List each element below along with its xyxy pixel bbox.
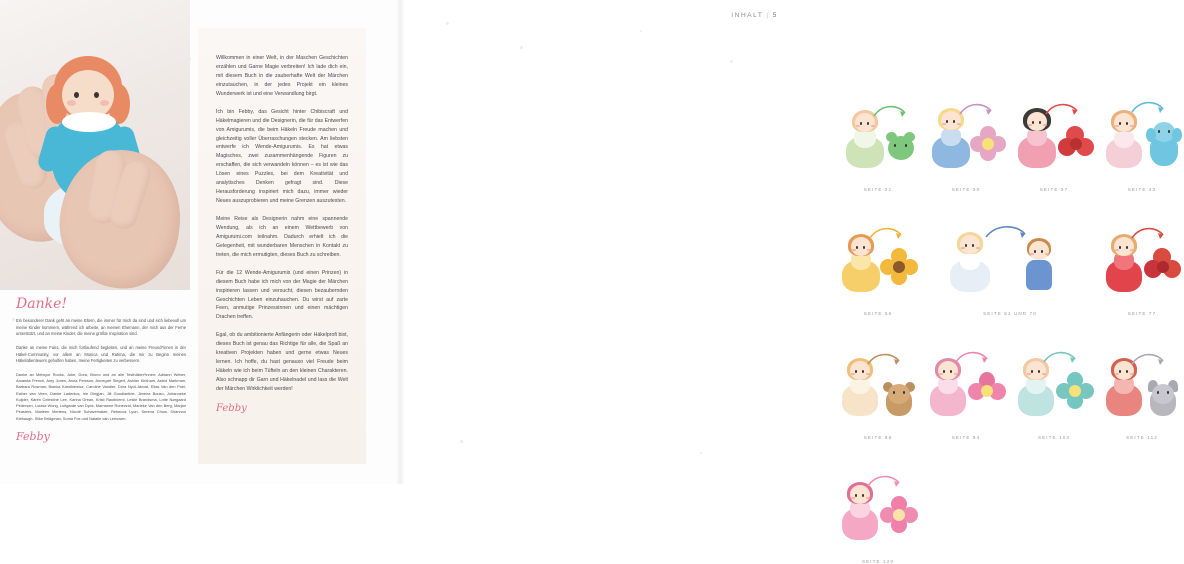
gallery-item-princess-red-rose[interactable] bbox=[1014, 96, 1094, 192]
danke-signature: Febby bbox=[16, 429, 50, 443]
gallery-item-princess-dragon[interactable] bbox=[1102, 96, 1182, 192]
header-separator: | bbox=[766, 12, 770, 19]
gallery-caption: SEITE 43 bbox=[1127, 187, 1157, 192]
amigurumi-figure bbox=[1106, 110, 1142, 168]
gallery-caption: SEITE 21 bbox=[863, 187, 893, 192]
transform-arrow-icon bbox=[866, 350, 902, 368]
amigurumi-figure bbox=[1018, 358, 1054, 416]
doll-eye bbox=[74, 92, 79, 98]
gallery-caption: SEITE 88 bbox=[863, 435, 893, 440]
figure-pair bbox=[926, 96, 1006, 174]
right-page bbox=[400, 0, 1158, 564]
page-header bbox=[731, 12, 778, 19]
amigurumi-flower bbox=[970, 126, 1006, 168]
gallery-item-princess-teal-flower[interactable] bbox=[1014, 344, 1094, 440]
amigurumi-figure bbox=[842, 482, 878, 540]
gallery-item-princess-green-frog[interactable] bbox=[838, 96, 918, 192]
figure-pair bbox=[1102, 344, 1182, 422]
transform-arrow-icon bbox=[1042, 348, 1078, 366]
gallery-caption: SEITE 112 bbox=[1126, 435, 1158, 440]
gallery-caption: SEITE 37 bbox=[1039, 187, 1069, 192]
intro-paragraph: Meine Reise als Designerin nahm eine spannende Wendung, als ich an einem Wettbewerb von Amigurumi.com teilnahm. Dadurch erhielt ich die Gelegenheit, mit wunderbaren Menschen in Kontakt zu treten, die mich ermutigten, dieses Buch zu schreiben. bbox=[216, 216, 348, 258]
intro-paragraph: Egal, ob du ambitionierte Anfängerin oder Häkelprofi bist, dieses Buch ist genau das Richtige für alle, die Spaß an kreativen Projekten haben und gerne etwas Neues lernen. Ich hoffe, du hast genauso viel Freude beim Häkeln wie ich beim Tüfteln an den kleinen Charakteren. Also schnapp dir Garn und Häkelnadel und lass die Welt der Märchen Wirklichkeit werden! bbox=[216, 332, 348, 392]
transform-arrow-icon bbox=[866, 472, 902, 490]
sparkle-dot bbox=[640, 30, 642, 32]
gallery-caption: SEITE 61 UND 70 bbox=[983, 311, 1037, 316]
amigurumi-fairy-flower bbox=[880, 496, 918, 540]
danke-title: Danke! bbox=[16, 296, 67, 312]
amigurumi-rose-red bbox=[1144, 248, 1182, 292]
sparkle-dot bbox=[460, 440, 463, 443]
figure-pair bbox=[926, 220, 1094, 298]
transform-arrow-icon bbox=[1044, 100, 1080, 118]
amigurumi-lily bbox=[968, 372, 1006, 416]
doll-collar bbox=[62, 112, 116, 132]
figure-pair bbox=[838, 96, 918, 174]
gallery-caption: SEITE 94 bbox=[951, 435, 981, 440]
gallery-item-princess-sunflower[interactable] bbox=[838, 220, 918, 316]
gallery-item-princess-wolf[interactable] bbox=[1102, 344, 1182, 440]
sparkle-dot bbox=[700, 452, 702, 454]
figure-pair bbox=[838, 220, 918, 298]
amigurumi-prince bbox=[1022, 238, 1056, 292]
transform-arrow-icon bbox=[872, 102, 908, 120]
amigurumi-rose bbox=[1058, 126, 1094, 168]
transform-arrow-icon bbox=[958, 100, 994, 118]
doll-cheek bbox=[100, 100, 109, 106]
amigurumi-figure bbox=[930, 358, 966, 416]
sparkle-dot bbox=[730, 60, 733, 63]
transform-arrow-icon bbox=[1130, 350, 1166, 368]
figure-pair bbox=[1014, 344, 1094, 422]
danke-paragraph: Danke an Melwyor Rooks, Joke, Dora, Bruno und an alle Testhäkler*innen: Adriann Weber, Amanda French, Amy Jones, Anna Persson, Annegret Siegert, Ashlàn Kirkham, Astrid Markman, Barbara Rosman, Bianka Karolkiewicz, Caroline Vandier, Dóra Nyúl-Jánosi, Elias Van den Poel, Esther van Veen, Danke Ladenius, Irie Dingjan, Jill Goodlantine, Jimena Bouso, Johanneke Kuijder, Karen Celestine Lee, Karina Grean, Kristi Rautiniemi, Leslie Brandsma, Lotte Nørgaard Pedersen, Louisa Wong, Luitgarde van Dyck, Marnanne Ronezzid, Marieke Van den Berg, Marjan Peasters, Marleen Mertens, Nicolé Schavemaker, Rebecca Lyon, Serena Chow, Shannon Kiebaugh, Silke Bridgman, Sonia Fox und Natalie van Leeuwen. bbox=[16, 371, 186, 421]
gallery-caption: SEITE 56 bbox=[863, 311, 893, 316]
amigurumi-figure bbox=[842, 234, 880, 292]
transform-arrow-icon bbox=[1130, 224, 1166, 242]
amigurumi-sunflower bbox=[880, 248, 918, 292]
figure-pair bbox=[926, 344, 1006, 422]
doll-cheek bbox=[67, 100, 76, 106]
transform-arrow-icon bbox=[954, 348, 990, 366]
figure-pair bbox=[838, 344, 918, 422]
figure-pair bbox=[1102, 96, 1182, 174]
intro-signature: Febby bbox=[216, 402, 247, 414]
danke-paragraph: Danke an meine Fans, die mich fortlaufend begleiten, und an meine Freund*innen in der Häkel-Community, vor allem an Monica und Ratima, die mir zu Beginn meines Häkelabenteuers geholfen haben, meine Fertigkeiten zu verbessern. bbox=[16, 344, 186, 364]
amigurumi-wolf bbox=[1146, 378, 1180, 416]
amigurumi-bear bbox=[882, 378, 916, 416]
page-number: 5 bbox=[772, 12, 778, 19]
gallery-caption: SEITE 120 bbox=[861, 559, 895, 564]
amigurumi-flower-teal bbox=[1056, 372, 1094, 416]
sparkle-dot bbox=[12, 318, 15, 321]
gallery-item-princess-bear[interactable] bbox=[838, 344, 918, 440]
gallery-caption: SEITE 103 bbox=[1037, 435, 1071, 440]
amigurumi-dragon bbox=[1144, 118, 1184, 168]
intro-paragraph: Ich bin Febby, das Gesicht hinter Chibiscraft und Häkelmagieren und die Designerin, die für das Entwerfen von Amigurumis, die beim Häkeln Freude machen und gleichzeitig voller Überraschungen stecken. Am liebsten entwerfe ich Wende-Amigurumis. Es hat etwas Magisches, zwei zusammenhängende Figuren zu erschaffen, die sich verwandeln können – es ist wie das Lösen eines Puzzles, bei dem Kreativität und analytisches Denken gefragt sind. Diese Herausforderung inspiriert mich dazu, immer wieder Neues auszuprobieren und meine Grenzen auszutesten. bbox=[216, 108, 348, 205]
intro-paragraph: Willkommen in einer Welt, in der Maschen Geschichten erzählen und Garne Magie verbreiten! Ich lade dich ein, mit diesem Buch in die zauberhafte Welt der Märchen einzutauchen, in der jedes Projekt ein kleines Wunderwerk ist und eine Verwandlung birgt. bbox=[216, 55, 348, 97]
sparkle-dot bbox=[446, 22, 449, 25]
intro-paragraph: Für die 12 Wende-Amigurumis (und einen Prinzen) in diesem Buch habe ich mich von der Magie der Märchen inspirieren lassen und versucht, diesen bezaubernden Geschichten Leben einzuhauchen. Du wirst auf zarte Feen, anmutige Prinzessinnen und einen mächtigen Drachen treffen. bbox=[216, 269, 348, 321]
hands-holding-crochet-doll-photo bbox=[0, 0, 190, 290]
doll-eye bbox=[94, 92, 99, 98]
gallery-item-princess-blue-flower[interactable] bbox=[926, 96, 1006, 192]
amigurumi-companion bbox=[884, 130, 916, 168]
figure-pair bbox=[838, 468, 918, 546]
gallery-caption: SEITE 30 bbox=[951, 187, 981, 192]
sparkle-dot bbox=[520, 46, 523, 49]
gallery-item-princess-pink-lily[interactable] bbox=[926, 344, 1006, 440]
figure-pair bbox=[1102, 220, 1182, 298]
gallery-item-princess-and-prince[interactable] bbox=[926, 220, 1094, 316]
danke-paragraph: Ein besonderer Dank geht an meine Eltern, die immer für mich da sind und sich liebevoll um meine Kinder kümmern, während ich arbeite, an meinen Ehemann, der mich aus der Ferne unterstützt, und an meine Kinder, die meine größte Inspiration sind. bbox=[16, 318, 186, 337]
gallery-item-fairy-pink[interactable] bbox=[838, 468, 918, 564]
transform-arrow-icon bbox=[868, 224, 904, 242]
header-label: INHALT bbox=[731, 12, 764, 19]
gallery-item-red-riding-hood[interactable] bbox=[1102, 220, 1182, 316]
project-gallery-grid bbox=[838, 96, 1182, 564]
figure-pair bbox=[1014, 96, 1094, 174]
intro-text-column bbox=[198, 28, 366, 464]
amigurumi-figure bbox=[1106, 234, 1142, 292]
danke-section bbox=[16, 296, 186, 443]
transform-arrow-icon bbox=[1130, 98, 1166, 116]
left-page bbox=[0, 0, 400, 484]
gallery-caption: SEITE 77 bbox=[1127, 311, 1157, 316]
transform-arrow-icon bbox=[984, 222, 1028, 242]
